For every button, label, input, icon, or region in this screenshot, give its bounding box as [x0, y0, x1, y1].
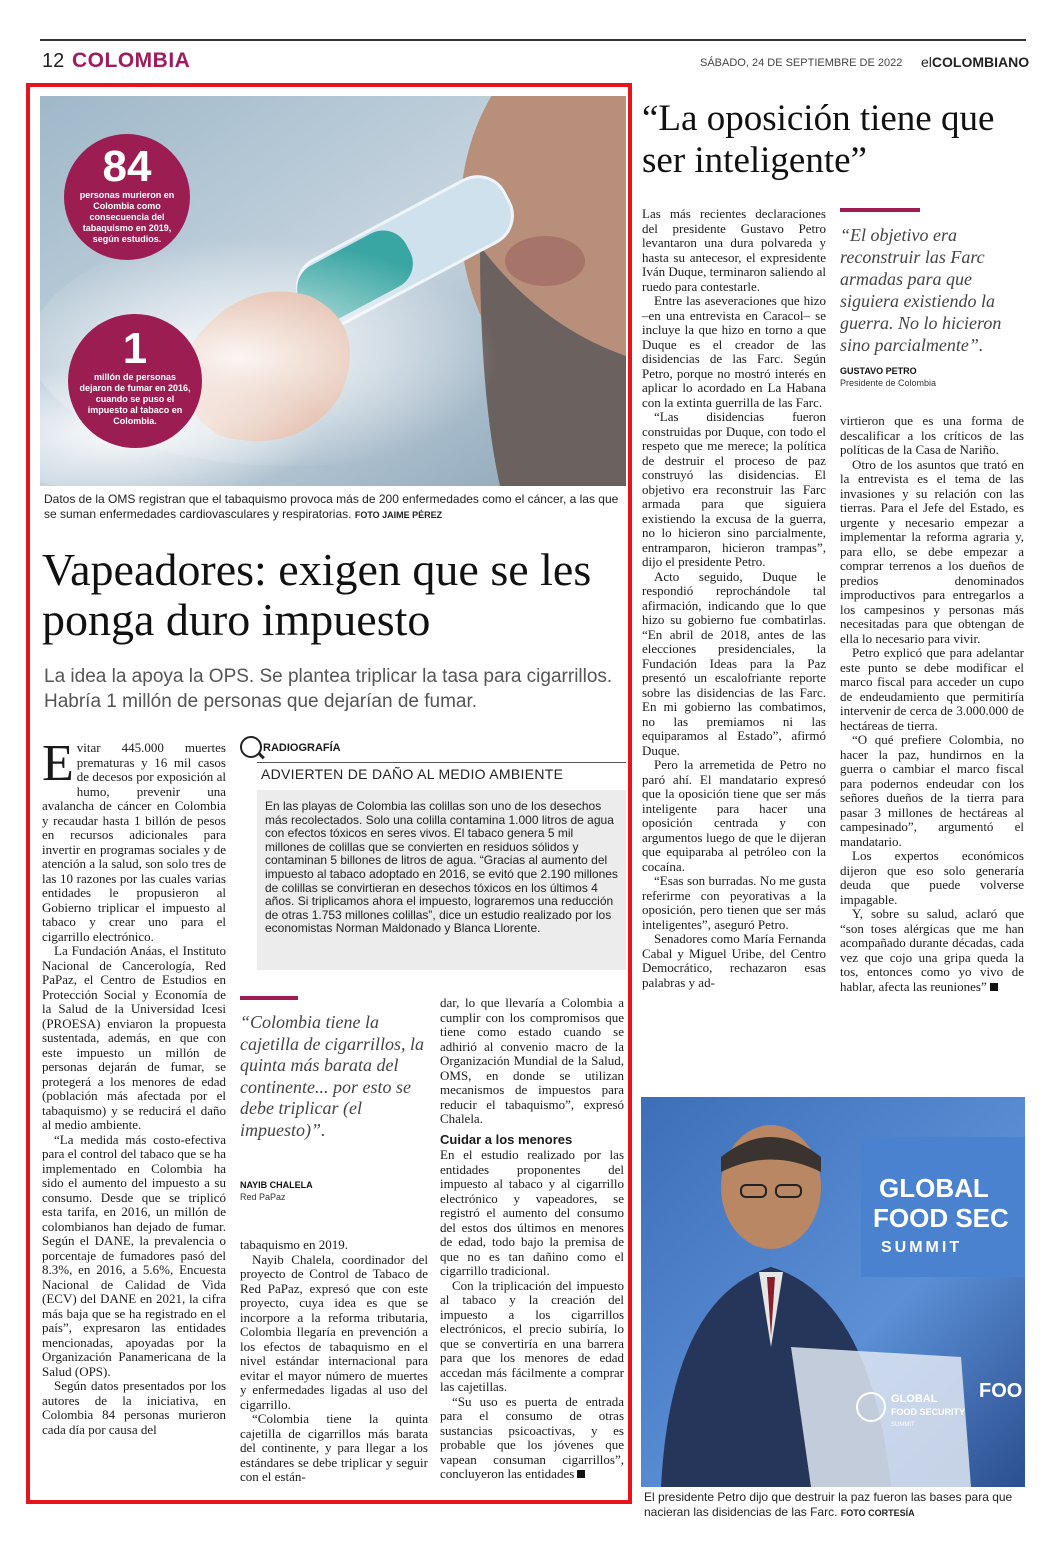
- quote2-author: GUSTAVO PETRO: [840, 366, 917, 376]
- photo2-caption: El presidente Petro dijo que destruir la paz fueron las bases para que nacieran las disidencias de las Farc. FOTO CORTESÍA: [644, 1490, 1013, 1519]
- issue-date: SÁBADO, 24 DE SEPTIEMBRE DE 2022: [700, 57, 903, 69]
- magnifier-icon: [240, 736, 262, 758]
- photo-caption: Datos de la OMS registran que el tabaquismo provoca más de 200 enfermedades como el cáncer, a las que se suman enfermedades cardiovasculares y respiratorias. FOTO JAIME PÉREZ: [44, 492, 619, 521]
- podium-summit: SUMMIT: [891, 1422, 915, 1428]
- drop-cap: E: [42, 741, 74, 792]
- article-subhead: La idea la apoya la OPS. Se plantea triplicar la tasa para cigarrillos. Habría 1 millón de personas que dejarían de fumar.: [44, 666, 613, 712]
- stat-circle-84: 84 personas murieron en Colombia como consecuencia del tabaquismo en 2019, según estudios.: [64, 134, 190, 260]
- sign-summit: SUMMIT: [881, 1239, 963, 1256]
- top-rule: [40, 39, 1026, 41]
- article2-column-1: Las más recientes declaraciones del presidente Gustavo Petro levantaron una dura polvareda y hasta su antecesor, el expresidente Iván Duque, terminaron saliendo al ruedo para contestarle. Entre las aseveraciones que hizo –en una entrevista en Caracol– se incluye la que hizo en torno a que Duque es el creador de las disidencias de las Farc. Según Petro, porque no mostró interés en aplicar lo acordado en La Habana con la extinta guerrilla de las Farc. “Las disidencias fueron construidas por Duque, con todo el respeto que me merece; la política de destruir el proceso de paz construyó las disidencias. El objetivo era reconstruir las Farc armada para que siguiera existiendo la excusa de la guerra, no lo hicieron sino parcialmente, entramparon, hicieron trampas”, dijo el presidente Petro. Acto seguido, Duque le respondió reprochándole tal afirmación, indicando que lo que hizo su gobierno fue combatirlas. “En abril de 2018, antes de las elecciones presidenciales, la Fundación Ideas para la Paz presentó un escalofriante reporte sobre las disidencias de las Farc. En mi gobierno las combatimos, no las premiamos ni las equiparamos al Estado”, afirmó Duque. Pero la arremetida de Petro no paró ahí. El mandatario expresó que la oposición tiene que ser más inteligente para hacer una oposición centrada y con argumentos luego de que le dijeran que equiparaba al petróleo con la cocaína. “Esas son burradas. No me gusta referirme con peyorativas a la oposición, pero tienen que ser más inteligentes”, aseguró Petro. Senadores como María Fernanda Cabal y Miguel Uribe, del Centro Democrático, rechazaron esas palabras y ad-: [642, 207, 826, 990]
- quote2-bar: [840, 208, 920, 212]
- article-column-3: dar, lo que llevaría a Colombia a cumplir con los compromisos que tiene como estado cuando se adhirió al convenio macro de la Organización Mundial de la Salud, OMS, en donde se utilizan mecanismos de impuestos para reducir el tabaquismo”, expresó Chalela. Cuidar a los menores En el estudio realizado por las entidades proponentes del impuesto al tabaco y al cigarrillo electrónico y vapeadores, se registró el aumento del consumo del estos dos últimos en menores de edad, todo bajo la premisa de que no es tan dañino como el cigarrillo tradicional. Con la triplicación del impuesto al tabaco y la creación del impuesto a los cigarrillos electrónicos, el precio subiría, lo que se convertiría en una barrera para que los menores de edad accedan más fácilmente a comprar las cajetillas. “Su uso es puerta de entrada para el consumo de otras sustancias psicoactivas, y es probable que los jóvenes que vapean consuman cigarrillos”, concluyeron las entidades: [440, 996, 624, 1481]
- podium-food-security: FOOD SECURITY: [891, 1407, 966, 1417]
- pull-quote: “Colombia tiene la cajetilla de cigarrillos, la quinta más barata del continente... por esto se debe triplicar (el impuesto)”.: [240, 1012, 424, 1140]
- article-column-1: Evitar 445.000 muertes prematuras y 16 mil casos de decesos por exposición al humo, prevenir una avalancha de cáncer en Colombia y recaudar hasta 1 billón de pesos en recursos adicionales para invertir en programas sociales y de atención a la salud, son solo tres de las 10 razones por las cuales varias entidades le propusieron al Gobierno triplicar el impuesto al tabaco y crear uno para el cigarrillo electrónico. La Fundación Anáas, el Instituto Nacional de Cancerología, Red PaPaz, el Centro de Estudios en Protección Social y Economía de la Salud de la Universidad Icesi (PROESA) enviaron la propuesta sustentada, además, en que con este impuesto un millón de personas dejarán de fumar, se protegerá a los menores de edad (población más afectada por el tabaquismo) y se reducirá el daño al medio ambiente. “La medida más costo-efectiva para el control del tabaco que se ha implementado en Colombia ha sido el aumento del impuesto a su consumo. Desde que se triplicó esta tarifa, en 2016, un millón de colombianos han dejado de fumar. Según el DANE, la prevalencia o porcentaje de fumadores pasó del 8.3%, en 2016, a 5.6%, Encuesta Nacional de Calidad de Vida (ECV) del DANE en 2021, la cifra más baja que se ha registrado en el país”, expresaron las entidades mencionadas, apoyadas por la Organización Panamericana de la Salud (OPS). Según datos presentados por los autores de la iniciativa, en Colombia 84 personas murieron cada día por causa del: [42, 741, 226, 1437]
- stat-circle-1: 1 millón de personas dejaron de fumar en 2016, cuando se puso el impuesto al tabaco en Colombia.: [68, 314, 202, 448]
- page-number: 12: [42, 50, 65, 72]
- radiografia-text: En las playas de Colombia las colillas son uno de los desechos más recolectados. Solo una colilla contamina 1.000 litros de agua con efectos tóxicos en seres vivos. El tabaco genera 5 mil millones de colillas que se convierten en residuos sólidos y contaminan 5 billones de litros de agua. “Gracias al aumento del impuesto al tabaco adoptado en 2016, se evitó que 2.190 millones de colillas se convirtieran en desechos tóxicos en los últimos 4 años. Si triplicamos ahora el impuesto, lograremos una reducción de otras 1.753 millones colillas”, dice un estudio realizado por los economistas Norman Maldonado y Blanca Llorente.: [265, 799, 618, 936]
- article-headline: Vapeadores: exigen que se les ponga duro impuesto: [42, 544, 592, 645]
- radiografia-title: ADVIERTEN DE DAÑO AL MEDIO AMBIENTE: [261, 766, 564, 782]
- radiografia-rule: [257, 762, 626, 763]
- sign-side: FOO: [979, 1380, 1023, 1402]
- podium-global: GLOBAL: [891, 1393, 938, 1405]
- article-column-2: tabaquismo en 2019. Nayib Chalela, coordinador del proyecto de Control de Tabaco de Red PaPaz, expresó que con este proyecto, cuya idea es que se incorpore a la reforma tributaria, Colombia llegaría en prevención a los efectos de tabaquismo en el nivel estándar internacional para evitar el mayor número de muertes y enfermedades ligadas al uso del cigarrillo. “Colombia tiene la quinta cajetilla de cigarrillos más barata del continente, y para llegar a los estándares se debe triplicar y seguir con el están-: [240, 1238, 428, 1484]
- sign-global: GLOBAL: [879, 1173, 989, 1203]
- article2-headline: “La oposición tiene que ser inteligente”: [642, 98, 995, 181]
- quote2-role: Presidente de Colombia: [840, 378, 937, 388]
- vaping-photo: [40, 96, 626, 486]
- quote-bar: [240, 996, 298, 1000]
- newspaper-logo: elCOLOMBIANO: [921, 54, 1030, 70]
- article2-column-2: virtieron que es una forma de descalificar a los críticos de las políticas de la Casa de Nariño. Otro de los asuntos que trató en la entrevista es el tema de las invasiones y su relación con las tierras. Para el Jefe del Estado, es urgente y necesario empezar a implementar la reforma agraria y, para ello, se debe empezar a comprar terrenos a los dueños de predios denominados improductivos para entregarlos a los campesinos y personas más necesitadas para que obtengan de ella lo necesario para vivir. Petro explicó que para adelantar este punto se debe modificar el marco fiscal para acceder un cupo de endeudamiento que permitiría intervenir de cerca de 3.000.000 de hectáreas de tierra. “O qué prefiere Colombia, no hacer la paz, hundirnos en la guerra o cambiar el marco fiscal para podernos endeudar con los señores dueños de la tierra para pasar 3 millones de hectáreas al campesinado”, argumentó el mandatario. Los expertos económicos dijeron que eso solo generaría deuda que puede volverse impagable. Y, sobre su salud, aclaró que “son toses alérgicas que me han acompañado durante décadas, cada vez que cojo una gripa queda la tos, entonces como yo vivo de hablar, afecta las reuniones”: [840, 414, 1024, 994]
- quote-role: Red PaPaz: [240, 1192, 286, 1202]
- radiografia-label: RADIOGRAFÍA: [263, 742, 341, 754]
- section-title: COLOMBIA: [72, 49, 191, 72]
- end-mark-2: [990, 983, 998, 991]
- subhead-cuidar: Cuidar a los menores: [440, 1131, 573, 1147]
- end-mark: [577, 1470, 585, 1478]
- sign-food-sec: FOOD SEC: [873, 1203, 1009, 1233]
- summit-illustration: [641, 1097, 1025, 1487]
- quote-author: NAYIB CHALELA: [240, 1180, 313, 1190]
- pull-quote-2: “El objetivo era reconstruir las Farc armadas para que siguiera existiendo la guerra. No lo hicieron sino parcialmente”.: [840, 225, 1002, 355]
- petro-photo: [641, 1097, 1025, 1487]
